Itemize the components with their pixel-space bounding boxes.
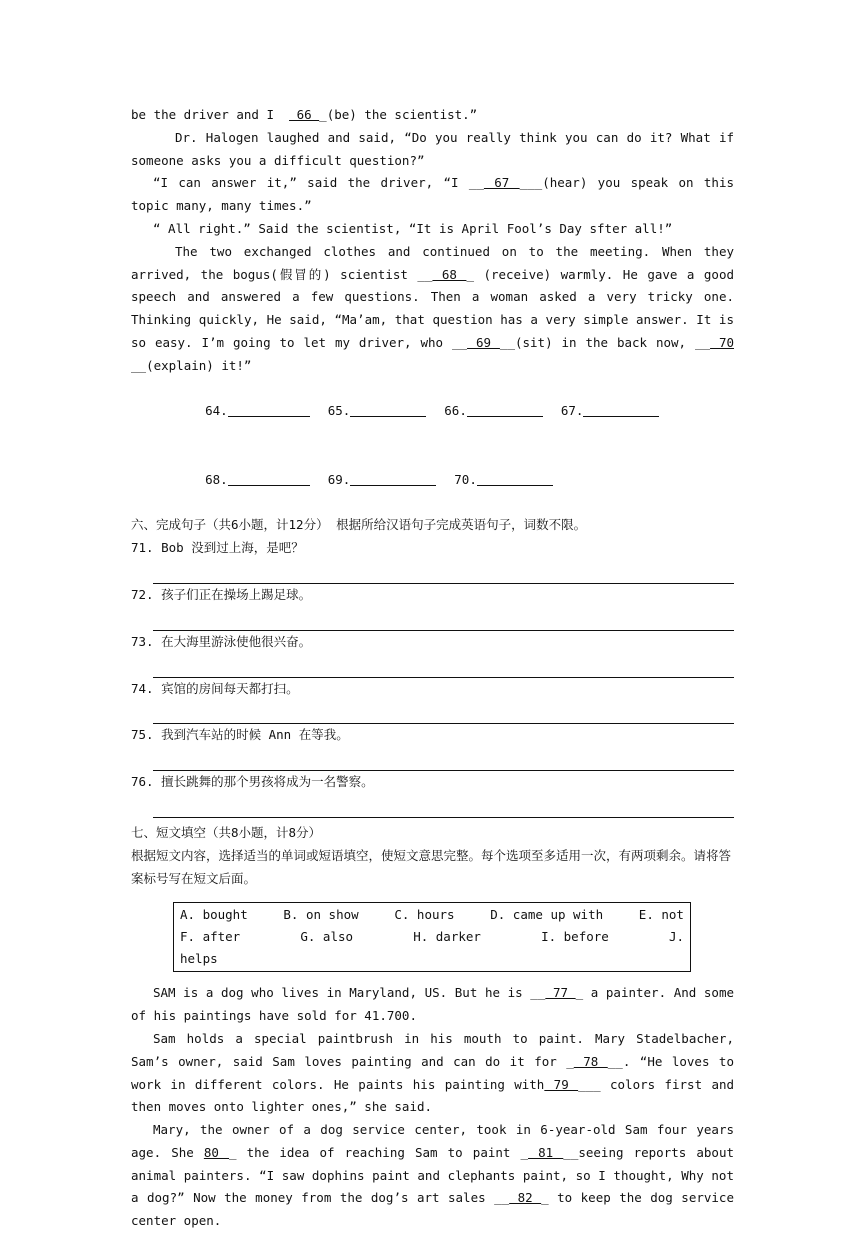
option-g: G. also — [300, 929, 354, 945]
passage-paragraph-1: SAM is a dog who lives in Maryland, US. But he is __ 77 _ a painter. And some of his paintings have sold for 41.700. — [131, 985, 734, 1024]
option-f: F. after — [180, 929, 241, 945]
story-line-1: be the driver and I 66 _(be) the scientist.” — [131, 107, 478, 122]
blank-82: 82 — [509, 1190, 542, 1206]
question-75: 75. 我到汽车站的时候 Ann 在等我。 — [131, 727, 349, 743]
answer-blank-64[interactable] — [228, 402, 310, 417]
answer-blank-70[interactable] — [477, 471, 553, 486]
answer-blank-68[interactable] — [228, 471, 310, 486]
answer-blank-67[interactable] — [583, 402, 659, 417]
blank-78: 78 — [573, 1053, 608, 1069]
option-i: I. before — [541, 929, 609, 945]
answer-blank-65[interactable] — [350, 402, 426, 417]
answer-blanks-row-1: 64. 65. 66. 67. — [131, 378, 734, 446]
option-h: H. darker — [413, 929, 481, 945]
option-d: D. came up with — [490, 907, 604, 923]
blank-69: 69 — [467, 334, 500, 350]
blank-68: 68 — [432, 266, 467, 282]
word-options-box — [173, 902, 691, 972]
section-7-instructions: 根据短文内容，选择适当的单词或短语填空，使短文意思完整。每个选项至多适用一次，有两项剩余。请将答案标号写在短文后面。 — [131, 847, 732, 886]
question-73: 73. 在大海里游泳使他很兴奋。 — [131, 633, 312, 649]
question-72: 72. 孩子们正在操场上踢足球。 — [131, 586, 312, 602]
question-76: 76. 擅长跳舞的那个男孩将成为一名警察。 — [131, 774, 374, 790]
answer-line-74[interactable] — [153, 700, 734, 724]
option-c: C. hours — [394, 907, 455, 923]
options-row-3: helps — [180, 951, 218, 967]
blank-81: 81 — [528, 1144, 564, 1160]
story-paragraph-2: Dr. Halogen laughed and said, “Do you really think you can do it? What if someone asks you a difficult question?” — [131, 129, 734, 168]
story-paragraph-5: The two exchanged clothes and continued on to the meeting. When they arrived, the bogus(假冒的) scientist __ 68 _ (receive) warmly. He gave a good speech and answered a few questions. Then a woman asked a very tricky one. Thinking quickly, He said, “Ma’am, that question has a very simple answer. It is so easy. I’m going to let my driver, who __ 69 __(sit) in the back now, __ 70 __(explain) it!” — [131, 243, 735, 373]
blank-79: 79 — [544, 1076, 579, 1092]
blank-80: 80 — [203, 1144, 230, 1160]
answer-line-76[interactable] — [153, 794, 734, 818]
section-7-title: 七、短文填空（共8小题，计8分） — [131, 824, 322, 840]
passage — [131, 982, 734, 1233]
blank-70: 70 — [710, 334, 735, 350]
options-row-1 — [180, 904, 684, 926]
story-paragraph-3: “I can answer it,” said the driver, “I __ 67 ___(hear) you speak on this topic many, many times.” — [131, 175, 734, 214]
option-j: J. — [668, 929, 684, 945]
options-row-2 — [180, 926, 684, 948]
answer-line-73[interactable] — [153, 654, 734, 678]
option-b: B. on show — [283, 907, 359, 923]
question-74: 74. 宾馆的房间每天都打扫。 — [131, 680, 299, 696]
blank-77: 77 — [545, 985, 576, 1001]
answer-line-75[interactable] — [153, 747, 734, 771]
answer-blank-69[interactable] — [350, 471, 436, 486]
answer-blanks-row-2: 68. 69. 70. — [131, 446, 734, 514]
blank-66: 66 — [289, 107, 320, 122]
answer-blank-66[interactable] — [467, 402, 543, 417]
passage-paragraph-3: Mary, the owner of a dog service center, took in 6-year-old Sam four years age. She 80 _ the idea of reaching Sam to paint _ 81 __seeing reports about animal painters. “I saw dophins paint and clephants paint, so I thought, Why not a dog?” Now the money from the dog’s art sales __ 82 _ to keep the dog service center open. — [131, 1122, 735, 1229]
answer-line-71[interactable] — [153, 560, 734, 584]
answer-line-72[interactable] — [153, 607, 734, 631]
section-6-questions — [131, 537, 734, 818]
passage-paragraph-2: Sam holds a special paintbrush in his mouth to paint. Mary Stadelbacher, Sam’s owner, said Sam loves painting and can do it for _ 78 __. “He loves to work in different colors. He paints his painting with 79 ___ colors first and then moves onto lighter ones,” she said. — [131, 1030, 735, 1115]
question-71: 71. Bob 没到过上海，是吧？ — [131, 540, 304, 556]
worksheet-page — [131, 104, 734, 1233]
story-paragraph-4: “ All right.” Said the scientist, “It is April Fool’s Day sfter all!” — [153, 220, 673, 236]
option-a: A. bought — [180, 907, 248, 923]
section-6-title: 六、完成句子（共6小题，计12分） 根据所给汉语句子完成英语句子，词数不限。 — [131, 517, 587, 533]
blank-67: 67 — [483, 175, 520, 191]
option-e: E. not — [638, 907, 684, 923]
